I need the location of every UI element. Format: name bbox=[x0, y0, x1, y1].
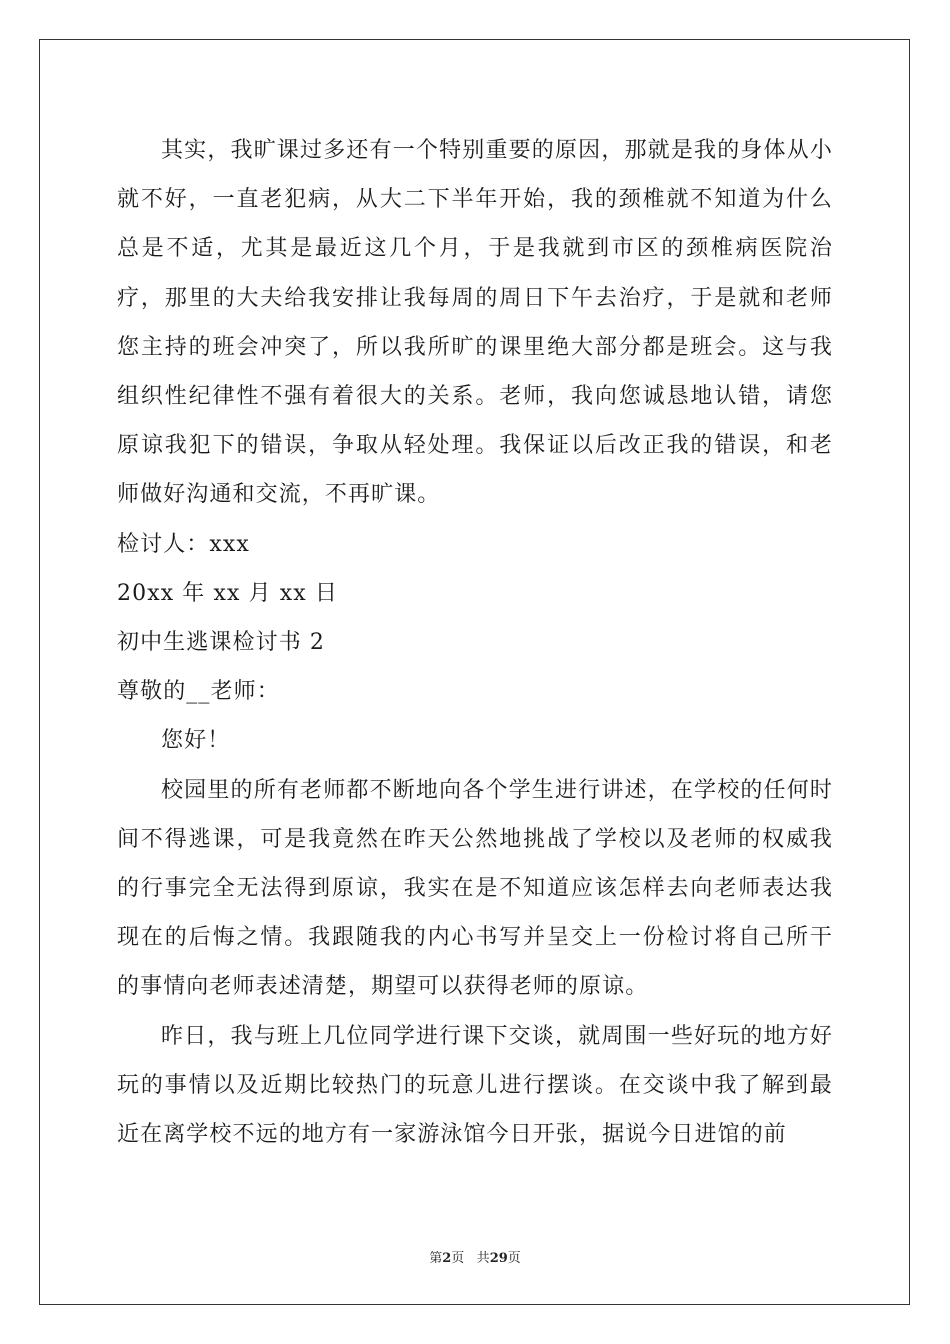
footer-total-prefix: 共 bbox=[476, 1251, 490, 1266]
footer-total-unit: 页 bbox=[507, 1251, 521, 1266]
footer-prefix: 第 bbox=[429, 1251, 443, 1266]
paragraph-reason: 其实，我旷课过多还有一个特别重要的原因，那就是我的身体从小就不好，一直老犯病，从大二下半年开始，我的颈椎就不知道为什么总是不适，尤其是最近这几个月，于是我就到市区的颈椎病医院治疗，那里的大夫给我安排让我每周的周日下午去治疗，于是就和老师您主持的班会冲突了，所以我所旷的课里绝大部分都是班会。这与我组织性纪律性不强有着很大的关系。老师，我向您诚恳地认错，请您原谅我犯下的错误，争取从轻处理。我保证以后改正我的错误，和老师做好沟通和交流，不再旷课。 bbox=[117, 138, 833, 508]
salutation: 尊敬的__老师： bbox=[117, 679, 280, 705]
section-title: 初中生逃课检讨书 2 bbox=[117, 630, 325, 656]
signer-line: 检讨人：xxx bbox=[117, 531, 250, 557]
footer-page-unit: 页 bbox=[451, 1251, 465, 1266]
date-line: 20xx 年 xx 月 xx 日 bbox=[117, 580, 339, 606]
footer-total-pages: 29 bbox=[489, 1251, 508, 1266]
greeting: 您好！ bbox=[161, 728, 231, 754]
footer-page-number: 2 bbox=[442, 1251, 452, 1266]
paragraph-yesterday: 昨日，我与班上几位同学进行课下交谈，就周围一些好玩的地方好玩的事情以及近期比较热门的玩意儿进行摆谈。在交谈中我了解到最近在离学校不远的地方有一家游泳馆今日开张，据说今日进馆的前 bbox=[117, 1023, 833, 1148]
page-footer bbox=[0, 1247, 950, 1266]
document-body bbox=[117, 126, 833, 1159]
paragraph-intro: 校园里的所有老师都不断地向各个学生进行讲述，在学校的任何时间不得逃课，可是我竟然在昨天公然地挑战了学校以及老师的权威我的行事完全无法得到原谅，我实在是不知道应该怎样去向老师表达我现在的后悔之情。我跟随我的内心书写并呈交上一份检讨将自己所干的事情向老师表述清楚，期望可以获得老师的原谅。 bbox=[117, 777, 833, 1000]
